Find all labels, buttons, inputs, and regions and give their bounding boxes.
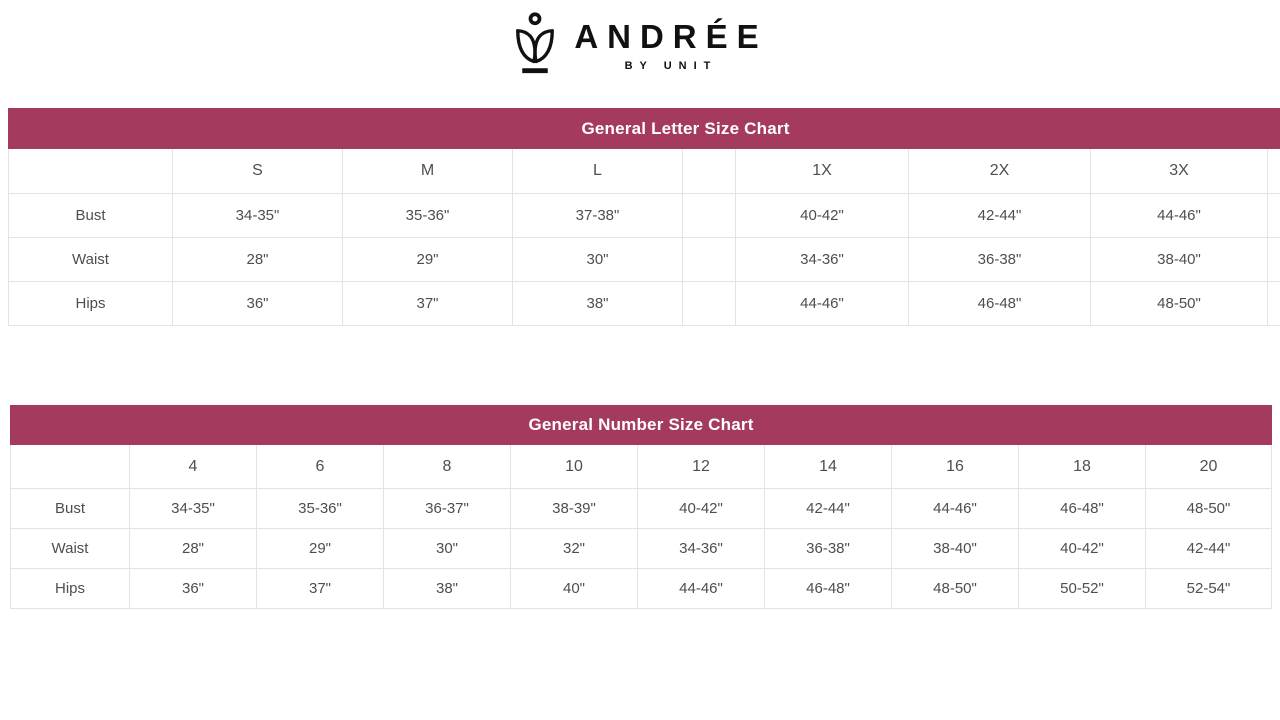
size-column-header bbox=[11, 445, 130, 489]
measurement-row bbox=[9, 238, 1280, 282]
size-value-cell: 42-44" bbox=[909, 194, 1091, 238]
size-value-cell: 46-48" bbox=[909, 282, 1091, 326]
size-value-cell: 40-42" bbox=[736, 194, 909, 238]
size-column-header bbox=[9, 149, 173, 194]
size-column-header bbox=[1268, 149, 1280, 194]
size-column-header: 8 bbox=[384, 445, 511, 489]
size-column-header: 10 bbox=[511, 445, 638, 489]
size-value-cell: 37-38" bbox=[513, 194, 683, 238]
measurement-row bbox=[9, 282, 1280, 326]
size-value-cell: 38" bbox=[384, 569, 511, 609]
size-column-header: L bbox=[513, 149, 683, 194]
size-column-header: 1X bbox=[736, 149, 909, 194]
measurement-row bbox=[11, 529, 1272, 569]
size-value-cell: 34-35" bbox=[173, 194, 343, 238]
size-value-cell: 40-42" bbox=[1019, 529, 1146, 569]
size-value-cell: 29" bbox=[257, 529, 384, 569]
size-value-cell: 40-42" bbox=[638, 489, 765, 529]
size-value-cell: 38-40" bbox=[892, 529, 1019, 569]
size-value-cell bbox=[683, 238, 736, 282]
size-value-cell: 36" bbox=[173, 282, 343, 326]
measurement-label: Waist bbox=[9, 238, 173, 282]
size-column-header: 12 bbox=[638, 445, 765, 489]
size-column-header: 18 bbox=[1019, 445, 1146, 489]
size-value-cell: 38-39" bbox=[511, 489, 638, 529]
size-column-header: 20 bbox=[1146, 445, 1272, 489]
size-value-cell: 36-37" bbox=[384, 489, 511, 529]
size-value-cell: 46-48" bbox=[1019, 489, 1146, 529]
size-value-cell: 46-48" bbox=[765, 569, 892, 609]
letter-chart-header-row bbox=[9, 149, 1280, 194]
size-value-cell: 40" bbox=[511, 569, 638, 609]
number-chart-header-row bbox=[11, 445, 1272, 489]
size-column-header: M bbox=[343, 149, 513, 194]
size-value-cell: 30" bbox=[384, 529, 511, 569]
brand-name: ANDRÉE bbox=[574, 18, 768, 55]
size-value-cell: 36-38" bbox=[909, 238, 1091, 282]
size-value-cell bbox=[1268, 238, 1280, 282]
size-value-cell: 29" bbox=[343, 238, 513, 282]
measurement-row bbox=[11, 569, 1272, 609]
size-column-header: S bbox=[173, 149, 343, 194]
brand-wordmark bbox=[570, 18, 767, 72]
letter-chart-title: General Letter Size Chart bbox=[9, 109, 1280, 149]
measurement-label: Hips bbox=[11, 569, 130, 609]
letter-size-chart-table bbox=[8, 108, 1280, 326]
size-column-header: 6 bbox=[257, 445, 384, 489]
size-column-header bbox=[683, 149, 736, 194]
size-value-cell: 36" bbox=[130, 569, 257, 609]
number-chart-title: General Number Size Chart bbox=[11, 406, 1272, 445]
size-value-cell: 34-35" bbox=[130, 489, 257, 529]
size-column-header: 3X bbox=[1091, 149, 1268, 194]
number-size-chart-table bbox=[10, 405, 1272, 609]
size-value-cell: 38-40" bbox=[1091, 238, 1268, 282]
size-value-cell: 35-36" bbox=[343, 194, 513, 238]
brand-header bbox=[0, 12, 1280, 78]
size-value-cell: 36-38" bbox=[765, 529, 892, 569]
size-value-cell: 48-50" bbox=[1091, 282, 1268, 326]
size-value-cell: 28" bbox=[173, 238, 343, 282]
size-value-cell bbox=[683, 282, 736, 326]
size-column-header: 14 bbox=[765, 445, 892, 489]
measurement-label: Waist bbox=[11, 529, 130, 569]
size-value-cell: 42-44" bbox=[1146, 529, 1272, 569]
size-value-cell: 28" bbox=[130, 529, 257, 569]
size-value-cell bbox=[1268, 194, 1280, 238]
size-value-cell: 44-46" bbox=[638, 569, 765, 609]
size-column-header: 16 bbox=[892, 445, 1019, 489]
measurement-row bbox=[9, 194, 1280, 238]
size-value-cell: 35-36" bbox=[257, 489, 384, 529]
size-value-cell: 44-46" bbox=[892, 489, 1019, 529]
size-value-cell: 34-36" bbox=[736, 238, 909, 282]
size-column-header: 2X bbox=[909, 149, 1091, 194]
measurement-row bbox=[11, 489, 1272, 529]
size-value-cell: 44-46" bbox=[736, 282, 909, 326]
size-value-cell: 38" bbox=[513, 282, 683, 326]
size-value-cell: 32" bbox=[511, 529, 638, 569]
tulip-logo-icon bbox=[512, 12, 558, 78]
letter-size-chart-section bbox=[0, 108, 1280, 326]
measurement-label: Bust bbox=[11, 489, 130, 529]
size-value-cell: 48-50" bbox=[1146, 489, 1272, 529]
size-value-cell: 44-46" bbox=[1091, 194, 1268, 238]
size-value-cell: 34-36" bbox=[638, 529, 765, 569]
size-value-cell bbox=[683, 194, 736, 238]
brand-tagline: BY UNIT bbox=[624, 60, 718, 72]
measurement-label: Hips bbox=[9, 282, 173, 326]
size-value-cell: 37" bbox=[343, 282, 513, 326]
size-value-cell: 37" bbox=[257, 569, 384, 609]
size-value-cell: 52-54" bbox=[1146, 569, 1272, 609]
size-value-cell bbox=[1268, 282, 1280, 326]
size-value-cell: 30" bbox=[513, 238, 683, 282]
number-size-chart-section bbox=[10, 405, 1272, 609]
size-value-cell: 50-52" bbox=[1019, 569, 1146, 609]
size-value-cell: 48-50" bbox=[892, 569, 1019, 609]
measurement-label: Bust bbox=[9, 194, 173, 238]
size-column-header: 4 bbox=[130, 445, 257, 489]
size-value-cell: 42-44" bbox=[765, 489, 892, 529]
